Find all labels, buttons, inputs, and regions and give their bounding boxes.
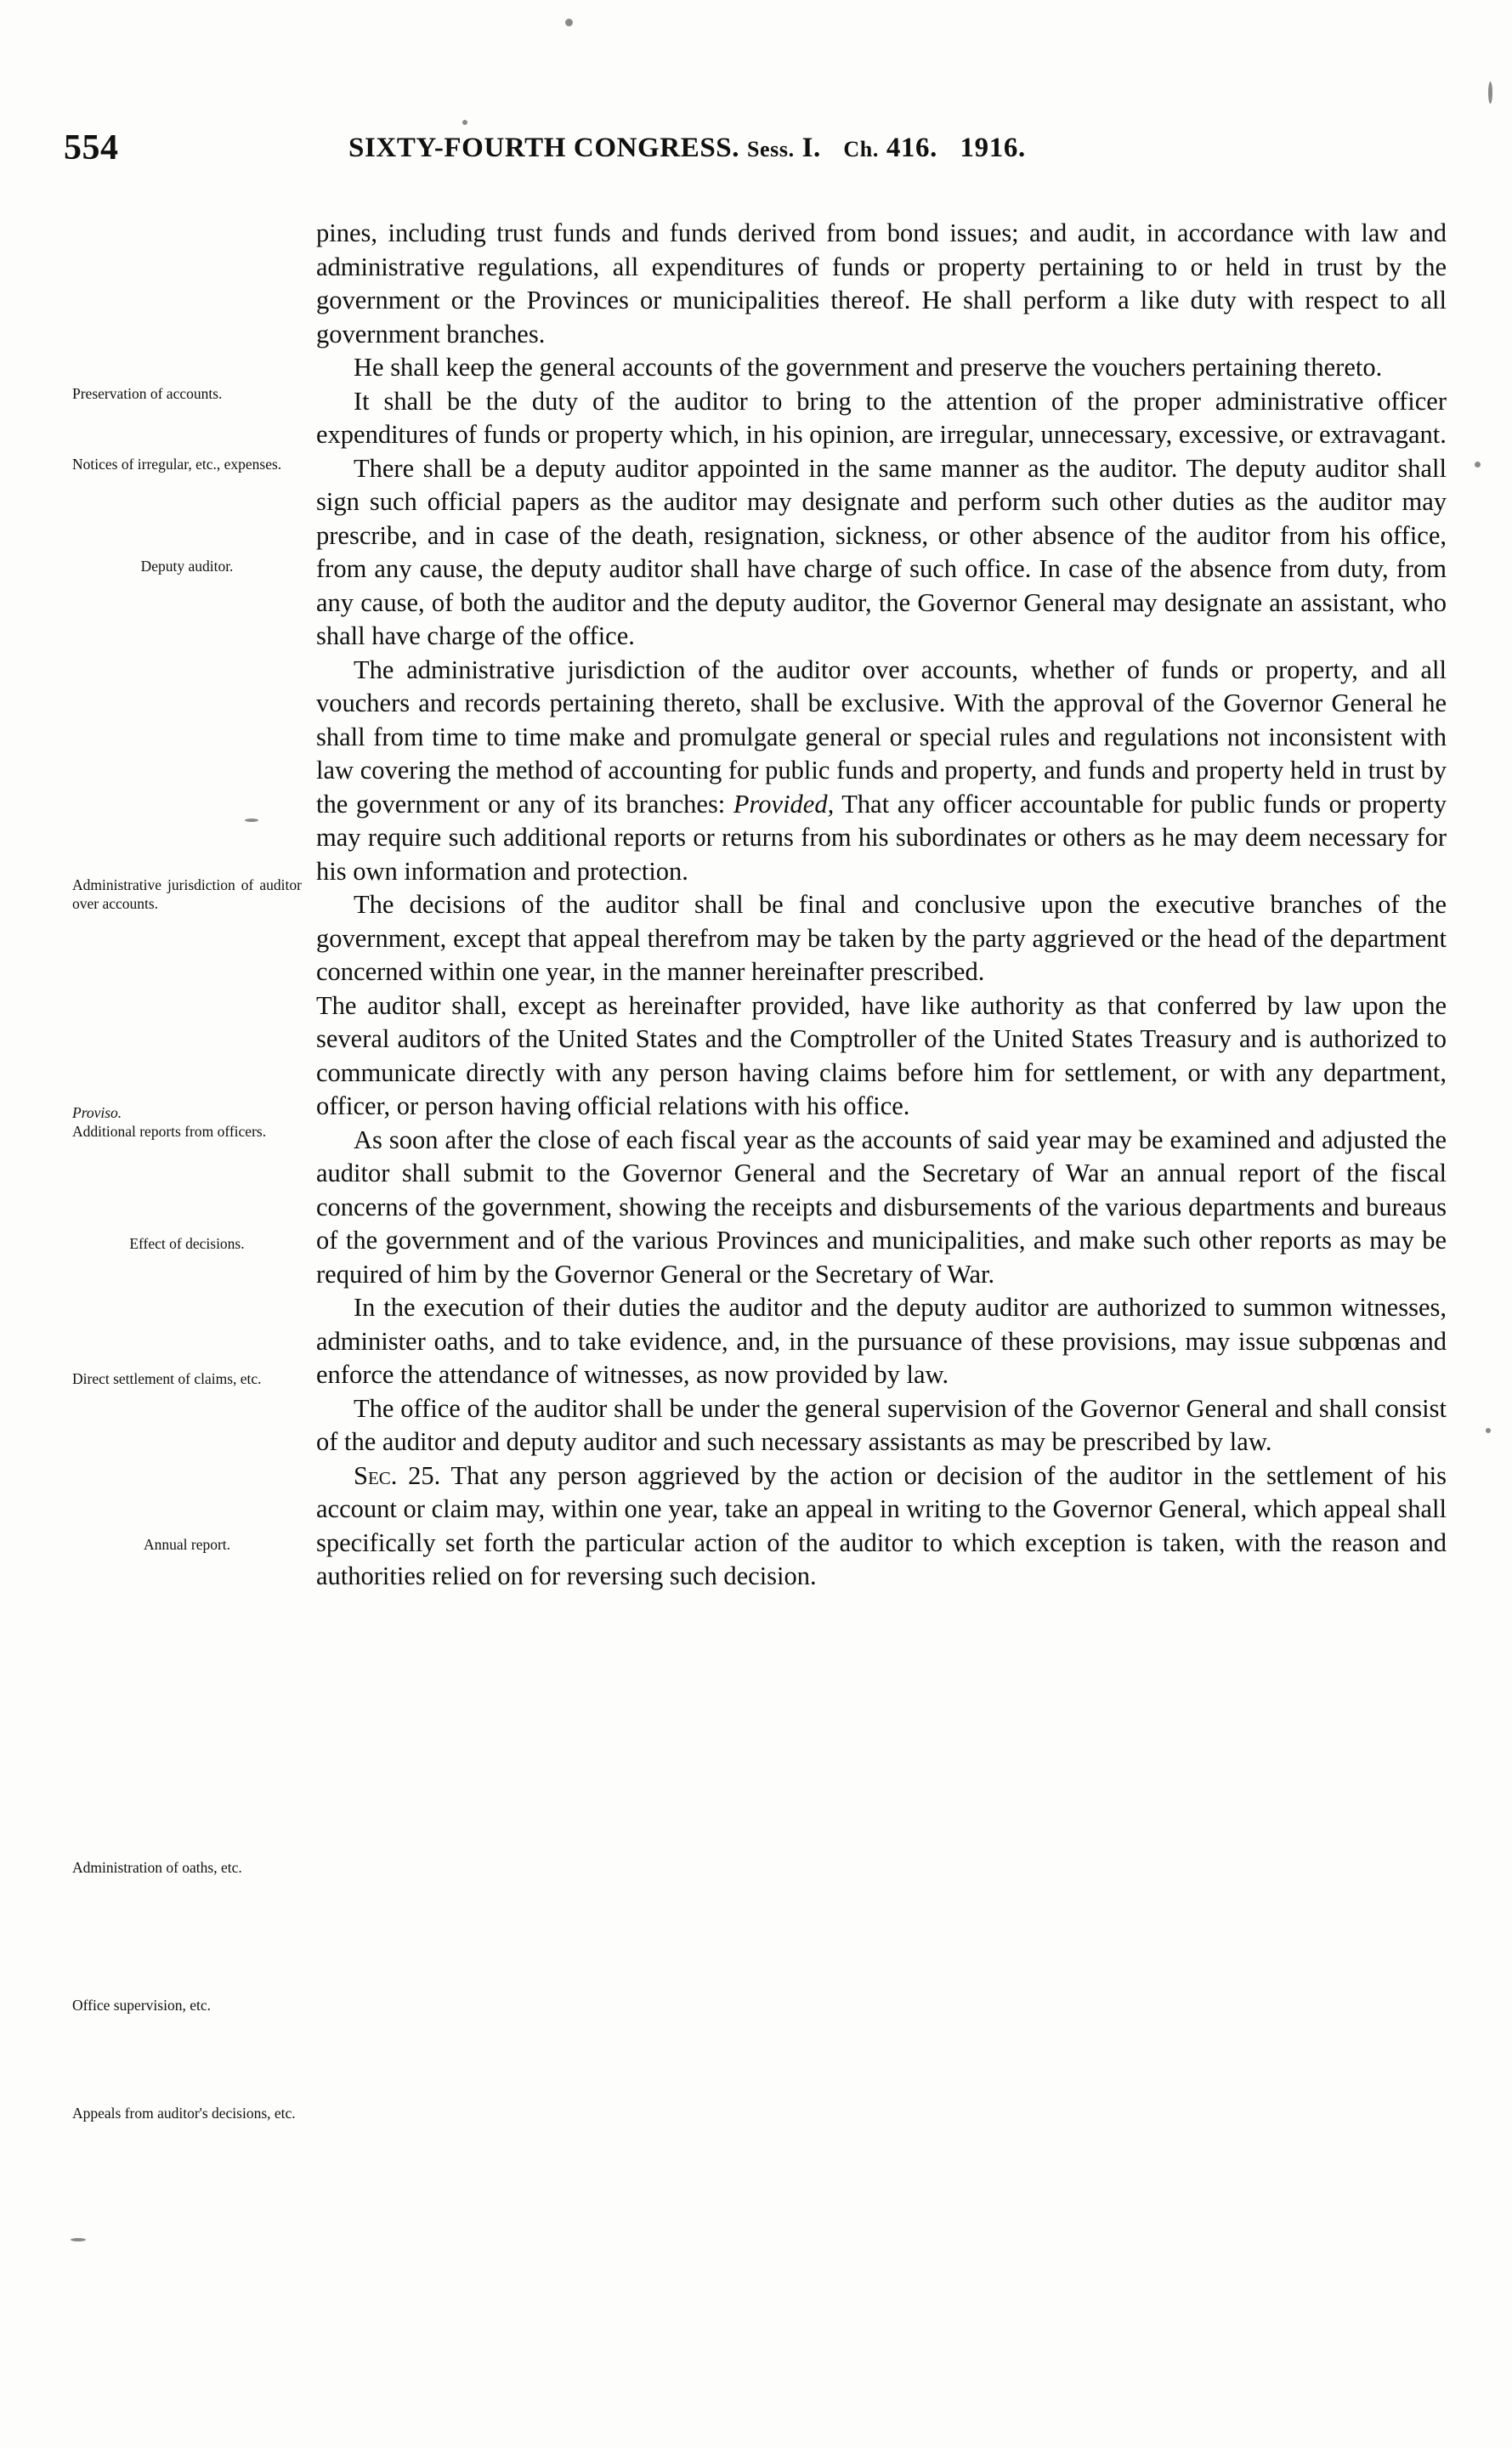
margin-note-text: Additional reports from officers. xyxy=(72,1123,267,1140)
margin-note-proviso-label: Proviso. xyxy=(72,1104,122,1121)
margin-note-effect-of-decisions xyxy=(72,1234,302,1253)
margin-note-text: Administration of oaths, etc. xyxy=(72,1859,242,1876)
margin-note-text: Effect of decisions. xyxy=(129,1235,245,1252)
running-head-congress: SIXTY-FOURTH CONGRESS. xyxy=(348,133,740,163)
paragraph-administrative-jurisdiction xyxy=(316,654,1447,889)
margin-note-proviso-additional-reports xyxy=(72,1103,302,1141)
paragraph-office-supervision: The office of the auditor shall be under the general supervision of the Governor General and shall consist of the auditor and deputy auditor and such necessary assistants as may be prescribed by law. xyxy=(316,1393,1447,1456)
margin-note-text: Direct settlement of claims, etc. xyxy=(72,1370,262,1387)
margin-note-administrative-jurisdiction xyxy=(72,876,302,913)
margin-note-annual-report xyxy=(72,1535,302,1554)
scan-speck xyxy=(245,819,258,822)
margin-note-text: Annual report. xyxy=(143,1536,231,1553)
paragraph-opening: pines, including trust funds and funds derived from bond issues; and audit, in accordance with law and administrative regulations, all expenditures of funds or property pertaining to or held in trust by the government or the Provinces or municipalities thereof. He shall perform a like duty with respect to all government branches. xyxy=(316,218,1447,348)
margin-note-text: Notices of irregular, etc., expenses. xyxy=(72,456,282,473)
scan-speck xyxy=(1486,1428,1491,1433)
margin-note-text: Office supervision, etc. xyxy=(72,1997,211,2014)
paragraph-direct-settlement: The auditor shall, except as hereinafter provided, have like authority as that conferred by law upon the several auditors of the United States and the Comptroller of the United States Treasury and is authorized to communicate directly with any person having claims before him for settlement, or with any department, officer, or person having official relations with his office. xyxy=(316,990,1447,1120)
paragraph-annual-report: As soon after the close of each fiscal year as the accounts of said year may be examined and adjusted the auditor shall submit to the Governor General and the Secretary of War an annual report of the fiscal concerns of the government, showing the receipts and disbursements of the various departments and bureaus of the government and of the various Provinces and municipalities, and make such other reports as may be required of him by the Governor General or the Secretary of War. xyxy=(316,1125,1447,1289)
margin-note-text: Administrative jurisdiction of auditor over accounts. xyxy=(72,876,302,912)
scan-speck xyxy=(565,19,573,26)
page-header xyxy=(0,128,1512,178)
paragraph-effect-of-decisions: The decisions of the auditor shall be final and conclusive upon the executive branches of the government, except that appeal therefrom may be taken by the party aggrieved or the head of the department concerned within one year, in the manner hereinafter prescribed. xyxy=(316,890,1447,986)
running-head-session-number: I. xyxy=(801,133,821,163)
margin-note-preservation-of-accounts xyxy=(72,384,302,403)
margin-note-text: Preservation of accounts. xyxy=(72,385,223,402)
paragraph-deputy-auditor: There shall be a deputy auditor appointed in the same manner as the auditor. The deputy auditor shall sign such official papers as the auditor may designate and perform such other duties as the auditor may prescribe, and in case of the death, resignation, sickness, or other absence of the auditor from his office, from any cause, the deputy auditor shall have charge of such office. In case of the absence from duty, from any cause, of both the auditor and the deputy auditor, the Governor General may designate an assistant, who shall have charge of the office. xyxy=(316,453,1447,650)
scan-speck xyxy=(1488,82,1492,104)
running-head-chapter-label: Ch. xyxy=(843,137,879,162)
scan-speck xyxy=(71,2238,86,2241)
margin-note-appeals-from-auditors-decisions xyxy=(72,2104,302,2122)
margin-note-office-supervision xyxy=(72,1996,302,2014)
scan-speck xyxy=(462,120,467,125)
paragraph-proviso-text: That any officer accountable for public funds or property may require such additional reports or returns from his subordinates or others as he may deem necessary for his own information and protection. xyxy=(316,789,1447,886)
proviso-italic: Provided, xyxy=(733,789,835,819)
page-number: 554 xyxy=(64,128,119,167)
paragraph-jurisdiction-text: The administrative jurisdiction of the auditor over accounts, whether of funds or property, and all vouchers and records pertaining thereto, shall be exclusive. With the approval of the Governor General he shall from time to time make and promulgate general or special rules and regulations not inconsistent with law covering the method of accounting for public funds and property, and funds and property held in trust by the government or any of its branches: xyxy=(316,654,1447,819)
running-head-year: 1916. xyxy=(960,133,1026,163)
paragraph-general-accounts: He shall keep the general accounts of the government and preserve the vouchers pertaining thereto. xyxy=(354,353,1383,382)
margin-note-text: Appeals from auditor's decisions, etc. xyxy=(72,2105,296,2122)
margin-note-deputy-auditor xyxy=(72,557,302,575)
running-head-chapter-number: 416. xyxy=(886,133,937,163)
scan-speck xyxy=(1475,462,1481,468)
body-column xyxy=(316,217,1447,1594)
running-head-session-label: Sess. xyxy=(746,137,795,162)
margin-note-notices-of-irregular-expenses xyxy=(72,455,302,473)
section-number-label: Sec. 25. xyxy=(354,1460,441,1490)
margin-note-text: Deputy auditor. xyxy=(140,558,234,575)
margin-note-direct-settlement-of-claims xyxy=(72,1369,302,1388)
paragraph-administration-of-oaths: In the execution of their duties the auditor and the deputy auditor are authorized to summon witnesses, administer oaths, and to take evidence, and, in the pursuance of these provisions, may issue subpœnas and enforce the attendance of witnesses, as now provided by law. xyxy=(316,1293,1447,1389)
margin-note-administration-of-oaths xyxy=(72,1858,302,1877)
paragraph-section-25 xyxy=(316,1459,1447,1594)
paragraph-irregular-expenditures: It shall be the duty of the auditor to bring to the attention of the proper administrative officer expenditures of funds or property which, in his opinion, are irregular, unnecessary, excessive, or extravagant. xyxy=(316,386,1447,449)
running-head xyxy=(348,133,1026,164)
section-25-text: That any person aggrieved by the action or decision of the auditor in the settlement of his account or claim may, within one year, take an appeal in writing to the Governor General, which appeal shall specifically set forth the particular action of the auditor to which exception is taken, with the reason and authorities relied on for reversing such decision. xyxy=(316,1460,1447,1590)
